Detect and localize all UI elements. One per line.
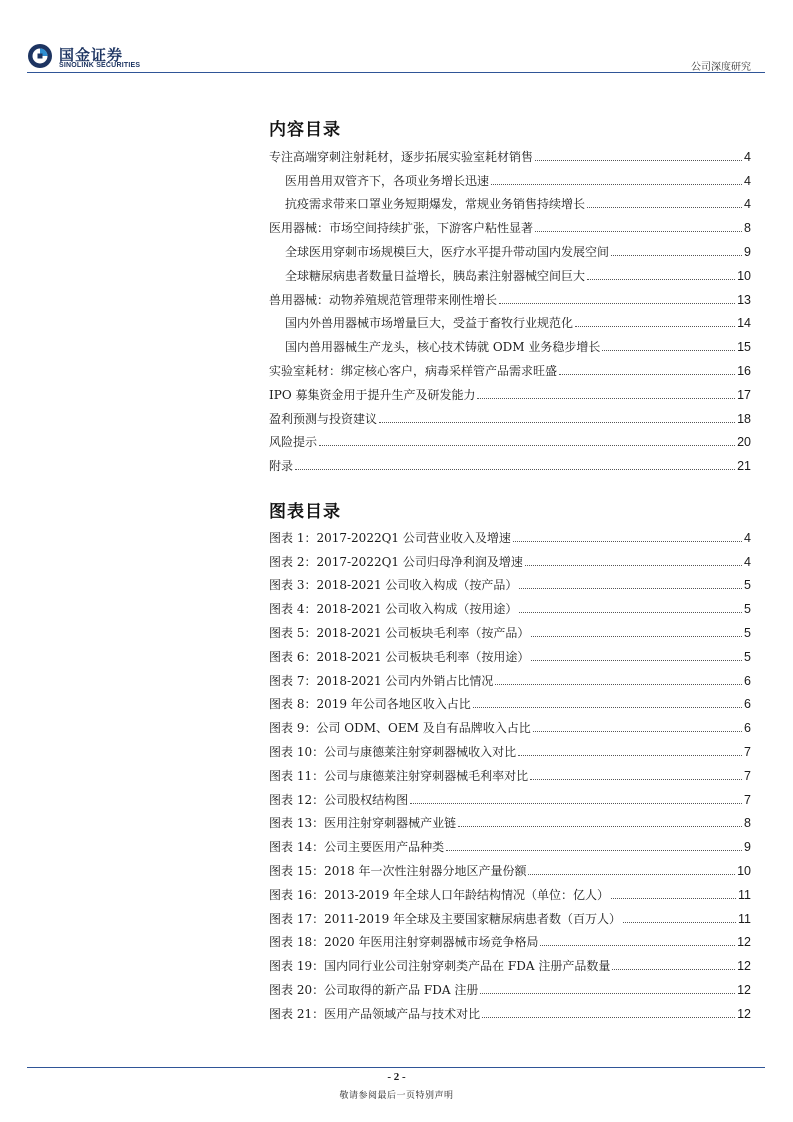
figures-entry-title: 图表 18：2020 年医用注射穿刺器械市场竞争格局 bbox=[269, 935, 539, 950]
figures-entry[interactable] bbox=[269, 878, 751, 902]
contents-entry-page: 16 bbox=[737, 363, 751, 378]
contents-entry[interactable] bbox=[269, 354, 751, 378]
figures-entry[interactable] bbox=[269, 616, 751, 640]
dot-leader bbox=[379, 422, 735, 423]
dot-leader bbox=[528, 874, 735, 875]
dot-leader bbox=[519, 588, 742, 589]
sinolink-logo-icon bbox=[27, 43, 53, 69]
figures-entry[interactable] bbox=[269, 807, 751, 831]
figures-entry[interactable] bbox=[269, 545, 751, 569]
figures-entry-title: 图表 6：2018-2021 公司板块毛利率（按用途） bbox=[269, 649, 530, 664]
dot-leader bbox=[540, 945, 735, 946]
dot-leader bbox=[559, 374, 735, 375]
dot-leader bbox=[623, 922, 736, 923]
figures-entry-title: 图表 19：国内同行业公司注射穿刺类产品在 FDA 注册产品数量 bbox=[269, 959, 611, 974]
contents-entry-page: 4 bbox=[744, 197, 751, 212]
figures-entry-title: 图表 11：公司与康德莱注射穿刺器械毛利率对比 bbox=[269, 768, 529, 783]
dot-leader bbox=[612, 969, 735, 970]
figures-entry-page: 4 bbox=[744, 554, 751, 569]
figures-entry-title: 图表 9：公司 ODM、OEM 及自有品牌收入占比 bbox=[269, 721, 531, 736]
figures-entry[interactable] bbox=[269, 854, 751, 878]
dot-leader bbox=[491, 184, 742, 185]
figures-entry[interactable] bbox=[269, 569, 751, 593]
dot-leader bbox=[519, 612, 742, 613]
figures-entry-page: 12 bbox=[737, 959, 751, 974]
figures-entry[interactable] bbox=[269, 688, 751, 712]
dot-leader bbox=[499, 303, 735, 304]
contents-entry-title: 风险提示 bbox=[269, 435, 318, 450]
figures-entry[interactable] bbox=[269, 664, 751, 688]
figures-entry-page: 7 bbox=[744, 792, 751, 807]
dot-leader bbox=[458, 826, 742, 827]
footer-divider bbox=[27, 1067, 765, 1068]
figures-entry-page: 4 bbox=[744, 530, 751, 545]
figures-entry-title: 图表 12：公司股权结构图 bbox=[269, 792, 409, 807]
dot-leader bbox=[480, 993, 735, 994]
figures-entry[interactable] bbox=[269, 640, 751, 664]
contents-entry[interactable] bbox=[269, 140, 751, 164]
dot-leader bbox=[518, 755, 742, 756]
dot-leader bbox=[319, 445, 735, 446]
contents-title: 内容目录 bbox=[269, 120, 341, 140]
figures-entry[interactable] bbox=[269, 735, 751, 759]
dot-leader bbox=[602, 350, 735, 351]
figures-entry[interactable] bbox=[269, 973, 751, 997]
contents-entry[interactable] bbox=[269, 307, 751, 331]
figures-list bbox=[269, 521, 751, 1021]
contents-entry[interactable] bbox=[269, 188, 751, 212]
figures-entry-page: 11 bbox=[738, 887, 751, 902]
contents-entry[interactable] bbox=[269, 283, 751, 307]
figures-entry-title: 图表 21：医用产品领域产品与技术对比 bbox=[269, 1006, 481, 1021]
figures-entry[interactable] bbox=[269, 592, 751, 616]
contents-entry-title: 国内兽用器械生产龙头，核心技术铸就 ODM 业务稳步增长 bbox=[285, 340, 601, 355]
contents-entry[interactable] bbox=[269, 426, 751, 450]
figures-entry-title: 图表 14：公司主要医用产品种类 bbox=[269, 840, 445, 855]
contents-entry-title: 实验室耗材：绑定核心客户，病毒采样管产品需求旺盛 bbox=[269, 363, 558, 378]
dot-leader bbox=[295, 469, 735, 470]
contents-entry-page: 4 bbox=[744, 173, 751, 188]
figures-entry-page: 11 bbox=[738, 911, 751, 926]
contents-entry-page: 21 bbox=[737, 459, 751, 474]
figures-entry-page: 12 bbox=[737, 935, 751, 950]
logo-english-name: SINOLINK SECURITIES bbox=[59, 62, 141, 69]
contents-entry[interactable] bbox=[269, 235, 751, 259]
dot-leader bbox=[530, 779, 742, 780]
figures-entry-title: 图表 10：公司与康德莱注射穿刺器械收入对比 bbox=[269, 744, 517, 759]
figures-entry-page: 5 bbox=[744, 602, 751, 617]
dot-leader bbox=[525, 565, 742, 566]
dot-leader bbox=[575, 326, 735, 327]
contents-entry-title: 附录 bbox=[269, 459, 294, 474]
dot-leader bbox=[587, 279, 735, 280]
report-type-label: 公司深度研究 bbox=[691, 62, 751, 73]
contents-entry-page: 13 bbox=[737, 292, 751, 307]
dot-leader bbox=[446, 850, 742, 851]
page-number: - 2 - bbox=[387, 1071, 406, 1083]
figures-entry-title: 图表 4：2018-2021 公司收入构成（按用途） bbox=[269, 602, 518, 617]
figures-entry-title: 图表 3：2018-2021 公司收入构成（按产品） bbox=[269, 578, 518, 593]
contents-entry[interactable] bbox=[269, 402, 751, 426]
contents-entry-title: 医用兽用双管齐下，各项业务增长迅速 bbox=[285, 173, 490, 188]
contents-entry-page: 9 bbox=[744, 244, 751, 259]
contents-entry-page: 8 bbox=[744, 221, 751, 236]
figures-entry[interactable] bbox=[269, 902, 751, 926]
figures-entry-title: 图表 20：公司取得的新产品 FDA 注册 bbox=[269, 982, 479, 997]
contents-entry[interactable] bbox=[269, 259, 751, 283]
logo-chinese-name: 国金证券 bbox=[59, 46, 124, 64]
contents-entry-title: 医用器械：市场空间持续扩张，下游客户粘性显著 bbox=[269, 221, 534, 236]
figures-entry[interactable] bbox=[269, 949, 751, 973]
figures-entry-page: 5 bbox=[744, 625, 751, 640]
figures-entry-page: 6 bbox=[744, 721, 751, 736]
contents-entry[interactable] bbox=[269, 330, 751, 354]
dot-leader bbox=[513, 541, 742, 542]
figures-entry[interactable] bbox=[269, 783, 751, 807]
figures-entry-title: 图表 15：2018 年一次性注射器分地区产量份额 bbox=[269, 863, 527, 878]
figures-title: 图表目录 bbox=[269, 502, 341, 522]
figures-entry-page: 5 bbox=[744, 649, 751, 664]
contents-entry[interactable] bbox=[269, 211, 751, 235]
contents-entry-title: 全球糖尿病患者数量日益增长，胰岛素注射器械空间巨大 bbox=[285, 268, 586, 283]
contents-entry-page: 4 bbox=[744, 149, 751, 164]
contents-entry-title: 盈利预测与投资建议 bbox=[269, 411, 378, 426]
figures-entry[interactable] bbox=[269, 711, 751, 735]
figures-entry[interactable] bbox=[269, 830, 751, 854]
contents-entry-page: 15 bbox=[737, 340, 751, 355]
figures-entry-title: 图表 8：2019 年公司各地区收入占比 bbox=[269, 697, 471, 712]
figures-entry-page: 5 bbox=[744, 578, 751, 593]
dot-leader bbox=[535, 231, 742, 232]
disclaimer-text: 敬请参阅最后一页特别声明 bbox=[339, 1091, 454, 1101]
dot-leader bbox=[611, 898, 736, 899]
contents-entry-title: IPO 募集资金用于提升生产及研发能力 bbox=[269, 387, 476, 402]
contents-entry-page: 20 bbox=[737, 435, 751, 450]
header-divider bbox=[27, 72, 765, 73]
contents-entry[interactable] bbox=[269, 378, 751, 402]
figures-entry-page: 12 bbox=[737, 982, 751, 997]
dot-leader bbox=[535, 160, 742, 161]
figures-entry[interactable] bbox=[269, 521, 751, 545]
contents-entry-title: 全球医用穿刺市场规模巨大，医疗水平提升带动国内发展空间 bbox=[285, 244, 610, 259]
contents-entry-title: 抗疫需求带来口罩业务短期爆发，常规业务销售持续增长 bbox=[285, 197, 586, 212]
figures-entry[interactable] bbox=[269, 997, 751, 1021]
dot-leader bbox=[533, 731, 742, 732]
contents-entry-title: 专注高端穿刺注射耗材，逐步拓展实验室耗材销售 bbox=[269, 149, 534, 164]
figures-entry-page: 6 bbox=[744, 673, 751, 688]
contents-entry-title: 兽用器械：动物养殖规范管理带来刚性增长 bbox=[269, 292, 498, 307]
dot-leader bbox=[473, 707, 742, 708]
page-header bbox=[0, 0, 793, 80]
figures-entry-title: 图表 5：2018-2021 公司板块毛利率（按产品） bbox=[269, 625, 530, 640]
dot-leader bbox=[482, 1017, 735, 1018]
figures-entry[interactable] bbox=[269, 926, 751, 950]
contents-list bbox=[269, 140, 751, 473]
contents-entry-page: 14 bbox=[737, 316, 751, 331]
figures-entry-title: 图表 2：2017-2022Q1 公司归母净利润及增速 bbox=[269, 554, 523, 569]
dot-leader bbox=[587, 207, 742, 208]
figures-entry-page: 7 bbox=[744, 768, 751, 783]
company-logo bbox=[27, 43, 147, 73]
figures-entry-page: 7 bbox=[744, 744, 751, 759]
figures-entry-title: 图表 16：2013-2019 年全球人口年龄结构情况（单位：亿人） bbox=[269, 887, 610, 902]
figures-entry[interactable] bbox=[269, 759, 751, 783]
figures-entry-title: 图表 7：2018-2021 公司内外销占比情况 bbox=[269, 673, 494, 688]
contents-entry-page: 18 bbox=[737, 411, 751, 426]
dot-leader bbox=[531, 636, 742, 637]
contents-entry-page: 17 bbox=[737, 387, 751, 402]
figures-entry-page: 9 bbox=[744, 840, 751, 855]
figures-entry-page: 12 bbox=[737, 1006, 751, 1021]
dot-leader bbox=[611, 255, 742, 256]
dot-leader bbox=[495, 684, 742, 685]
contents-entry[interactable] bbox=[269, 164, 751, 188]
figures-entry-title: 图表 13：医用注射穿刺器械产业链 bbox=[269, 816, 457, 831]
contents-entry-page: 10 bbox=[737, 268, 751, 283]
dot-leader bbox=[531, 660, 742, 661]
figures-entry-page: 10 bbox=[737, 863, 751, 878]
figures-entry-title: 图表 17：2011-2019 年全球及主要国家糖尿病患者数（百万人） bbox=[269, 911, 622, 926]
dot-leader bbox=[477, 398, 735, 399]
contents-entry[interactable] bbox=[269, 449, 751, 473]
figures-entry-title: 图表 1：2017-2022Q1 公司营业收入及增速 bbox=[269, 530, 511, 545]
contents-entry-title: 国内外兽用器械市场增量巨大，受益于畜牧行业规范化 bbox=[285, 316, 574, 331]
figures-entry-page: 6 bbox=[744, 697, 751, 712]
dot-leader bbox=[410, 803, 742, 804]
figures-entry-page: 8 bbox=[744, 816, 751, 831]
